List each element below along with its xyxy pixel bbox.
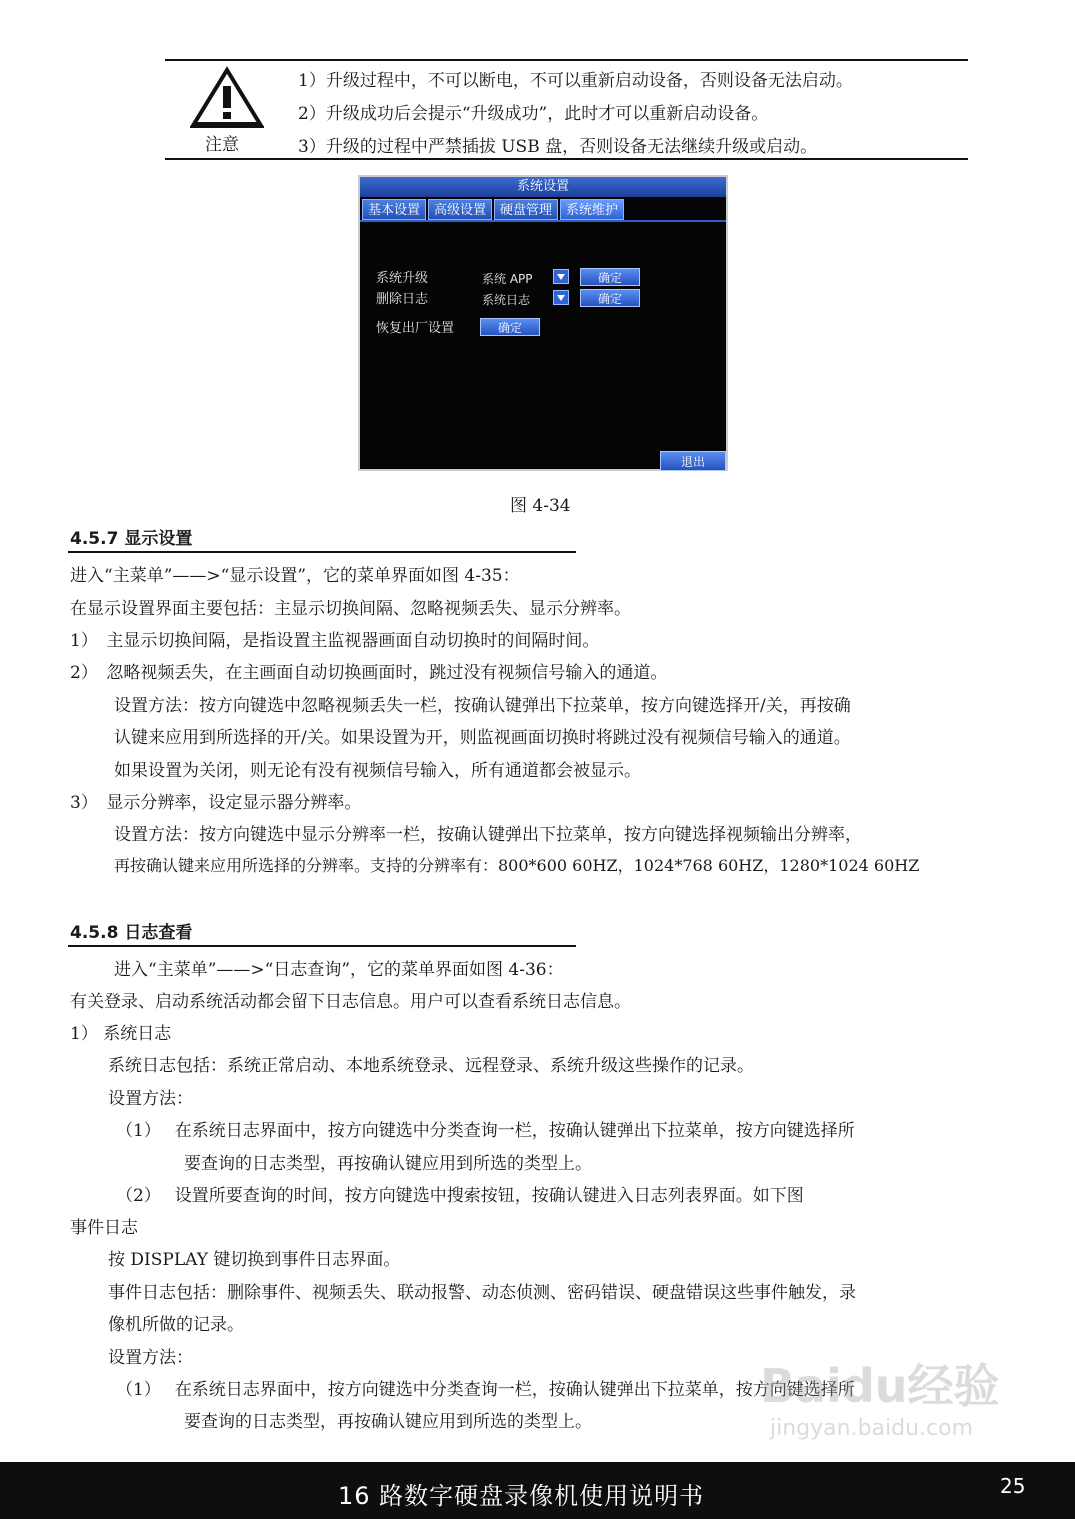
section-457-line-2: 在显示设置界面主要包括：主显示切换间隔、忽略视频丢失、显示分辨率。	[70, 599, 631, 619]
section-458-line-5: 设置方法：	[108, 1089, 193, 1109]
delete-log-label: 删除日志	[376, 292, 429, 307]
tab-system-maintenance[interactable]: 系统维护	[560, 199, 624, 220]
figure-caption: 图 4-34	[510, 496, 571, 516]
section-458-line-12: 像机所做的记录。	[108, 1315, 244, 1335]
restore-factory-confirm-button[interactable]: 确定	[480, 318, 540, 336]
delete-log-select-value[interactable]: 系统日志	[482, 293, 531, 307]
watermark-url: jingyan.baidu.com	[770, 1416, 974, 1441]
warning-line-2: 2）升级成功后会提示“升级成功”，此时才可以重新启动设备。	[298, 104, 769, 124]
section-457-rule	[68, 551, 576, 553]
tab-basic-settings[interactable]: 基本设置	[362, 199, 426, 220]
tab-underline	[360, 220, 726, 222]
exit-button[interactable]: 退出	[660, 451, 726, 471]
system-settings-screenshot	[358, 175, 728, 471]
warning-top-rule	[165, 59, 968, 61]
system-upgrade-select-value[interactable]: 系统 APP	[482, 272, 533, 286]
warning-bottom-rule	[165, 158, 968, 160]
section-458-line-13: 设置方法：	[108, 1348, 193, 1368]
warning-label: 注意	[205, 135, 239, 155]
section-457-heading: 4.5.7 显示设置	[70, 529, 193, 549]
section-457-line-6: 认键来应用到所选择的开/关。如果设置为开，则监视画面切换时将跳过没有视频信号输入的通道。	[114, 728, 851, 748]
section-458-line-15: 要查询的日志类型，再按确认键应用到所选的类型上。	[184, 1412, 592, 1432]
warning-line-3: 3）升级的过程中严禁插拔 USB 盘，否则设备无法继续升级或启动。	[298, 137, 818, 157]
page-number: 25	[1000, 1474, 1026, 1498]
section-458-line-14: （1） 在系统日志界面中，按方向键选中分类查询一栏，按确认键弹出下拉菜单，按方向键选择所	[116, 1380, 855, 1400]
section-457-line-7: 如果设置为关闭，则无论有没有视频信号输入，所有通道都会被显示。	[114, 761, 641, 781]
section-458-line-7: 要查询的日志类型，再按确认键应用到所选的类型上。	[184, 1154, 592, 1174]
section-458-line-2: 有关登录、启动系统活动都会留下日志信息。用户可以查看系统日志信息。	[70, 992, 631, 1012]
section-458-rule	[68, 945, 576, 947]
section-458-heading: 4.5.8 日志查看	[70, 923, 193, 943]
section-457-line-4: 2） 忽略视频丢失，在主画面自动切换画面时，跳过没有视频信号输入的通道。	[70, 663, 668, 683]
system-upgrade-label: 系统升级	[376, 271, 429, 286]
section-458-line-8: （2） 设置所要查询的时间，按方向键选中搜索按钮，按确认键进入日志列表界面。如下图	[116, 1186, 804, 1206]
tab-disk-management[interactable]: 硬盘管理	[494, 199, 558, 220]
delete-log-confirm-button[interactable]: 确定	[580, 289, 640, 307]
page-footer	[0, 1462, 1075, 1519]
warning-line-1: 1）升级过程中，不可以断电，不可以重新启动设备，否则设备无法启动。	[298, 71, 853, 91]
tab-advanced-settings[interactable]: 高级设置	[428, 199, 492, 220]
chevron-down-icon[interactable]	[553, 290, 569, 305]
watermark-brand: Baidu经验	[760, 1359, 1000, 1413]
section-457-line-8: 3） 显示分辨率，设定显示器分辨率。	[70, 793, 362, 813]
warning-triangle-icon	[190, 66, 264, 128]
chevron-down-icon[interactable]	[553, 269, 569, 284]
baidu-watermark	[760, 1330, 1060, 1460]
section-458-line-4: 系统日志包括：系统正常启动、本地系统登录、远程登录、系统升级这些操作的记录。	[108, 1056, 754, 1076]
section-457-line-10: 再按确认键来应用所选择的分辨率。支持的分辨率有：800*600 60HZ，1024*768 60HZ，1280*1024 60HZ	[114, 856, 920, 875]
section-458-line-10: 按 DISPLAY 键切换到事件日志界面。	[108, 1250, 401, 1270]
section-457-line-9: 设置方法：按方向键选中显示分辨率一栏，按确认键弹出下拉菜单，按方向键选择视频输出分辨率，	[114, 825, 862, 845]
section-458-line-3: 1） 系统日志	[70, 1024, 172, 1044]
dvr-title: 系统设置	[360, 177, 726, 197]
system-upgrade-confirm-button[interactable]: 确定	[580, 268, 640, 286]
restore-factory-label: 恢复出厂设置	[376, 321, 455, 336]
section-458-line-11: 事件日志包括：删除事件、视频丢失、联动报警、动态侦测、密码错误、硬盘错误这些事件触发，录	[108, 1283, 856, 1303]
footer-title: 16 路数字硬盘录像机使用说明书	[338, 1482, 705, 1510]
section-457-line-5: 设置方法：按方向键选中忽略视频丢失一栏，按确认键弹出下拉菜单，按方向键选择开/关，再按确	[114, 696, 851, 716]
section-458-line-6: （1） 在系统日志界面中，按方向键选中分类查询一栏，按确认键弹出下拉菜单，按方向键选择所	[116, 1121, 855, 1141]
section-457-line-3: 1） 主显示切换间隔，是指设置主监视器画面自动切换时的间隔时间。	[70, 631, 600, 651]
section-458-line-9: 事件日志	[70, 1218, 138, 1238]
section-457-line-1: 进入“主菜单”——>“显示设置”，它的菜单界面如图 4-35：	[70, 566, 520, 586]
section-458-line-1: 进入“主菜单”——>“日志查询”，它的菜单界面如图 4-36：	[114, 960, 564, 980]
